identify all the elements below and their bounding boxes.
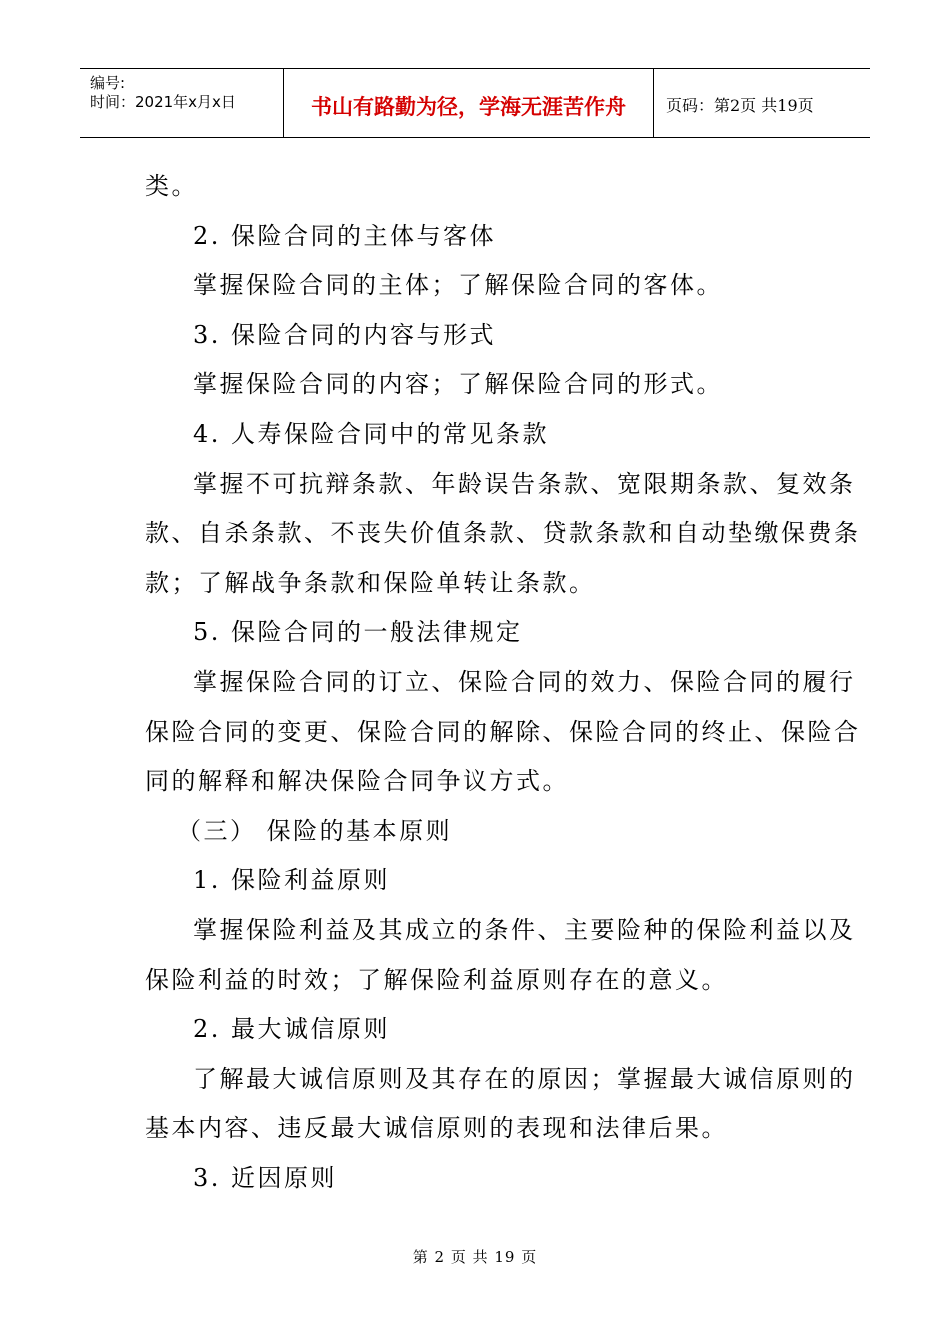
body-line: 了解最大诚信原则及其存在的原因；掌握最大诚信原则的 [193, 1064, 856, 1093]
header-page-number: 页码：第2页 共19页 [666, 96, 814, 115]
page-footer: 第 2 页 共 19 页 [412, 1248, 538, 1266]
body-line: 基本内容、违反最大诚信原则的表现和法律后果。 [145, 1114, 728, 1143]
body-line: 掌握保险利益及其成立的条件、主要险种的保险利益以及 [193, 915, 856, 944]
document-body [145, 162, 861, 1203]
section-heading: 5. 保险合同的一般法律规定 [193, 618, 523, 647]
section-heading: 3. 近因原则 [193, 1163, 338, 1192]
body-line: 掌握保险合同的主体；了解保险合同的客体。 [193, 271, 723, 300]
body-line: 掌握不可抗辩条款、年龄误告条款、宽限期条款、复效条 [193, 469, 856, 498]
body-line: 掌握保险合同的订立、保险合同的效力、保险合同的履行 [193, 667, 856, 696]
header-motto-cell [284, 69, 654, 137]
body-line: 掌握保险合同的内容；了解保险合同的形式。 [193, 370, 723, 399]
section-heading: 1. 保险利益原则 [193, 866, 391, 895]
header-page-cell [654, 69, 870, 137]
body-line: 保险合同的变更、保险合同的解除、保险合同的终止、保险合 [145, 717, 861, 746]
document-time-label: 时间：2021年x月x日 [90, 93, 236, 111]
body-line: 同的解释和解决保险合同争议方式。 [145, 767, 569, 796]
chapter-heading: （三） 保险的基本原则 [177, 816, 453, 845]
body-line: 类。 [145, 172, 198, 200]
section-heading: 4. 人寿保险合同中的常见条款 [193, 419, 550, 448]
section-heading: 2. 最大诚信原则 [193, 1015, 391, 1044]
body-line: 款；了解战争条款和保险单转让条款。 [145, 568, 596, 597]
body-line: 保险利益的时效；了解保险利益原则存在的意义。 [145, 965, 728, 994]
page-header [80, 68, 870, 138]
body-line: 款、自杀条款、不丧失价值条款、贷款条款和自动垫缴保费条 [145, 519, 861, 548]
header-motto: 书山有路勤为径，学海无涯苦作舟 [311, 95, 626, 119]
header-meta-cell [80, 69, 284, 137]
section-heading: 2. 保险合同的主体与客体 [193, 221, 497, 250]
section-heading: 3. 保险合同的内容与形式 [193, 320, 497, 349]
document-number-label: 编号: [90, 74, 126, 92]
